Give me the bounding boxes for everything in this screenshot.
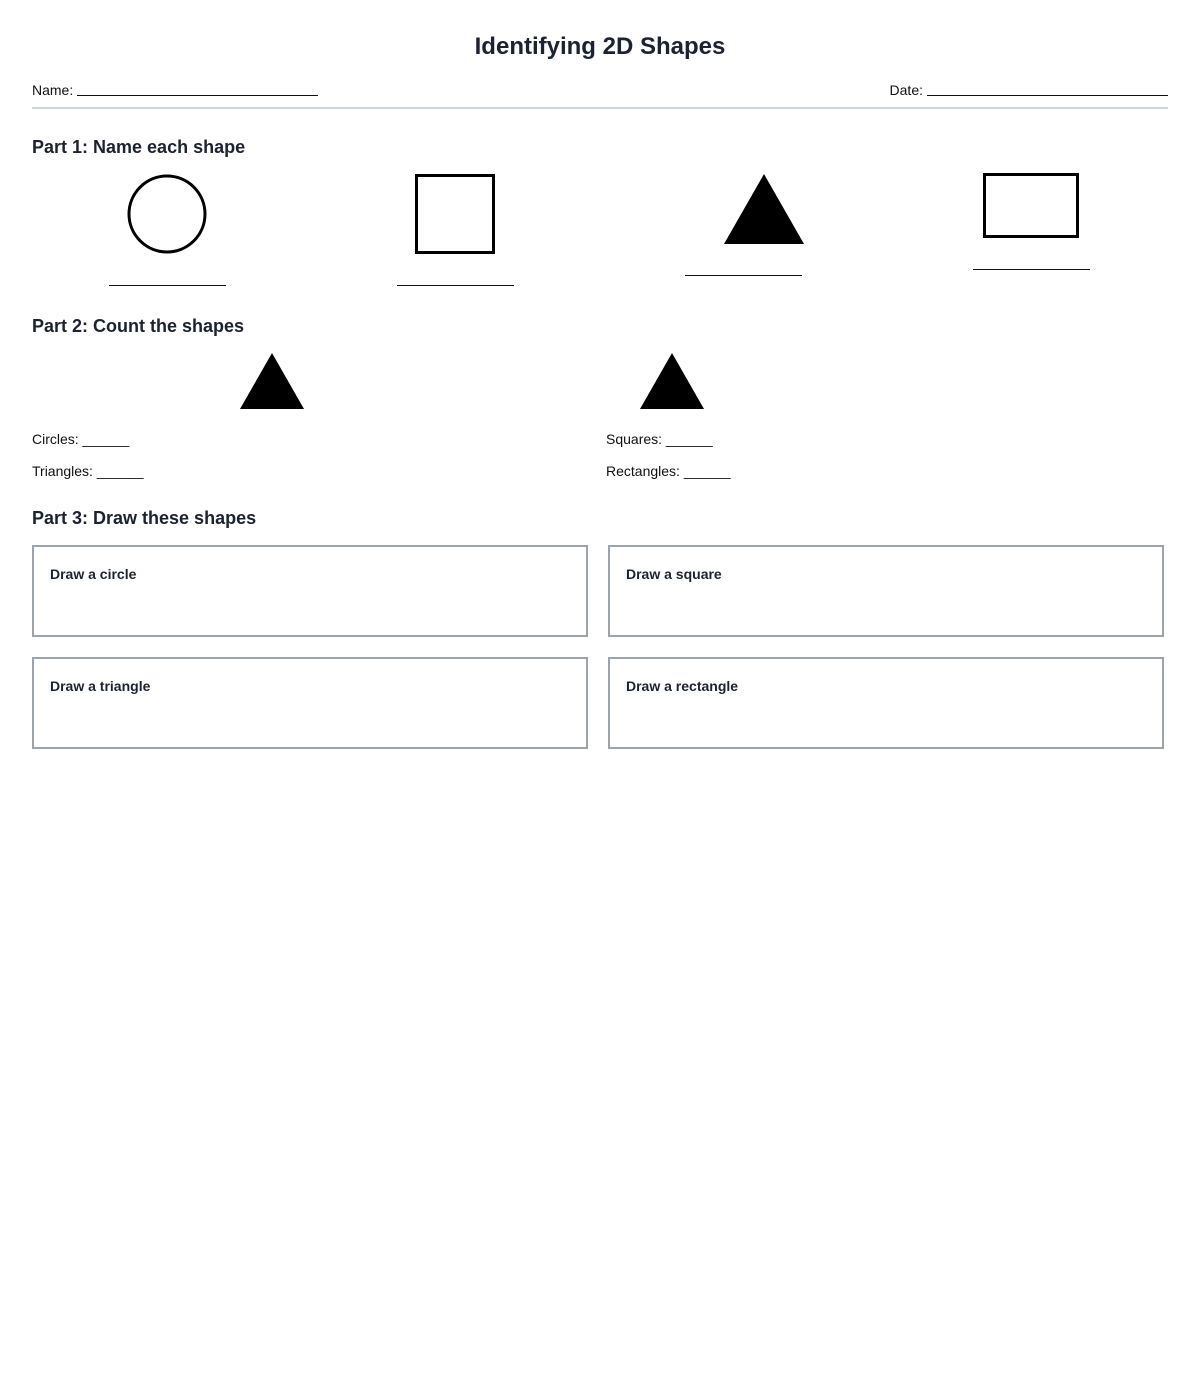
triangle-shape	[724, 174, 804, 244]
name-field[interactable]	[32, 80, 318, 100]
draw-circle-box[interactable]	[32, 545, 588, 637]
part1-heading: Part 1: Name each shape	[32, 137, 246, 157]
date-blank-line[interactable]	[927, 80, 1168, 96]
square-answer-line[interactable]	[397, 285, 514, 286]
worksheet-title: Identifying 2D Shapes	[474, 33, 726, 60]
date-field[interactable]	[890, 80, 1168, 100]
draw-circle-label: Draw a circle	[50, 566, 137, 582]
circle-answer-line[interactable]	[109, 285, 226, 286]
draw-square-box[interactable]	[608, 545, 1164, 637]
date-label: Date:	[889, 82, 923, 98]
square-shape	[415, 174, 495, 254]
draw-rectangle-label: Draw a rectangle	[626, 678, 739, 694]
part3-heading: Part 3: Draw these shapes	[32, 508, 257, 528]
rectangles-count[interactable]: Rectangles: ______	[606, 463, 731, 479]
triangle-answer-line[interactable]	[685, 275, 802, 276]
name-label: Name:	[32, 82, 74, 98]
squares-count[interactable]: Squares: ______	[606, 431, 713, 447]
worksheet-header	[32, 80, 1168, 100]
draw-triangle-box[interactable]	[32, 657, 588, 749]
draw-triangle-label: Draw a triangle	[50, 678, 151, 694]
rectangle-answer-line[interactable]	[973, 269, 1090, 270]
header-divider	[32, 107, 1168, 109]
count-triangle-1	[240, 353, 304, 409]
rectangle-shape	[983, 173, 1081, 239]
draw-square-label: Draw a square	[626, 566, 722, 582]
name-blank-line[interactable]	[77, 80, 318, 96]
draw-rectangle-box[interactable]	[608, 657, 1164, 749]
part2-heading: Part 2: Count the shapes	[32, 316, 245, 336]
circle-shape	[127, 174, 207, 254]
triangles-count[interactable]: Triangles: ______	[32, 463, 144, 479]
circles-count[interactable]: Circles: ______	[32, 431, 130, 447]
count-triangle-2	[640, 353, 704, 409]
